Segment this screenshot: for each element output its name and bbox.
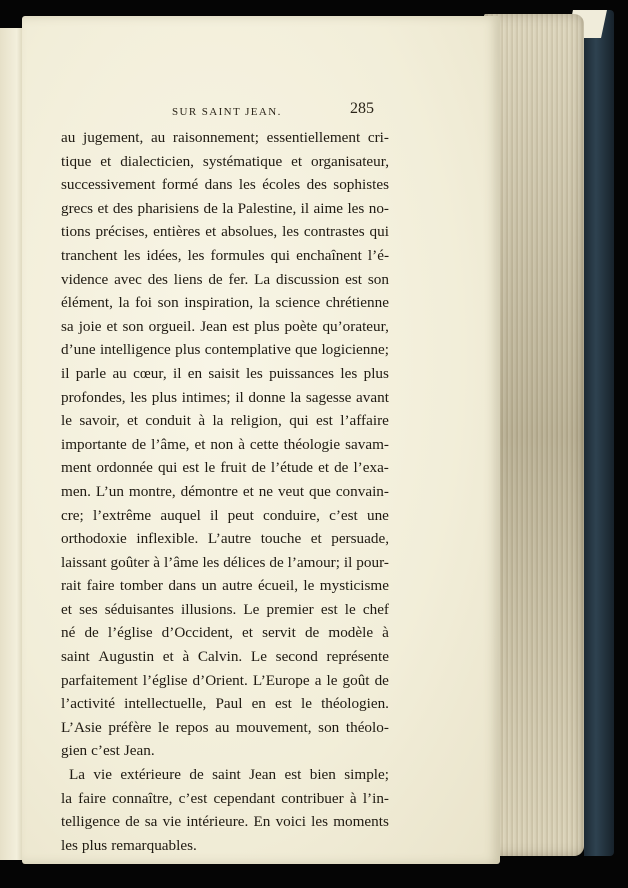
text-line: orthodoxie inflexible. L’autre touche et persuade, (61, 530, 389, 548)
text-line: gien c’est Jean. (61, 742, 155, 760)
paragraph (61, 763, 389, 857)
text-line: le savoir, et conduit à la religion, qui est l’affaire (61, 412, 389, 430)
text-line: élément, la foi son inspiration, la science chrétienne (61, 294, 389, 312)
text-line: grecs et des pharisiens de la Palestine, il aime les no- (61, 199, 389, 217)
text-line: sa joie et son orgueil. Jean est plus poète qu’orateur, (61, 317, 389, 335)
text-line: successivement formé dans les écoles des sophistes (61, 176, 389, 194)
text-line: vidence avec des liens de fer. La discussion est son (61, 270, 389, 288)
text-line: telligence de sa vie intérieure. En voici les moments (61, 813, 389, 831)
text-line: men. L’un montre, démontre et ne veut que convain- (61, 482, 389, 500)
page-body-text (61, 126, 389, 857)
text-line: au jugement, au raisonnement; essentiellement cri- (61, 129, 389, 146)
text-line: rait faire tomber dans un autre écueil, le mysticisme (61, 577, 389, 595)
text-line: tranchent les idées, les formules qui enchaînent l’é- (61, 246, 389, 264)
paragraph (61, 126, 389, 763)
text-line: l’activité intellectuelle, Paul en est le théologien. (61, 695, 389, 713)
text-line: d’une intelligence plus contemplative que logicienne; (61, 341, 389, 359)
running-title: SUR SAINT JEAN. (172, 106, 282, 118)
text-line: saint Augustin et à Calvin. Le second représente (61, 648, 389, 666)
text-line: cre; l’extrême auquel il peut conduire, c’est une (61, 506, 389, 524)
text-line: ment ordonnée qui est le fruit de l’étude et de l’exa- (61, 459, 389, 477)
text-line: profondes, les plus intimes; il donne la sagesse avant (61, 388, 389, 406)
text-line: la faire connaître, c’est cependant contribuer à l’in- (61, 789, 389, 807)
text-line: il parle au cœur, il en saisit les puissances les plus (61, 364, 389, 382)
text-line: La vie extérieure de saint Jean est bien simple; (69, 766, 389, 784)
text-line: tions précises, entières et absolues, les contrastes qui (61, 223, 389, 241)
text-line: les plus remarquables. (61, 836, 197, 854)
text-line: tique et dialecticien, systématique et organisateur, (61, 152, 389, 170)
text-line: L’Asie préfère le repos au mouvement, son théolo- (61, 718, 389, 736)
text-line: et ses séduisantes illusions. Le premier est le chef (61, 600, 389, 618)
text-line: importante de l’âme, et non à cette théologie savam- (61, 435, 389, 453)
text-line: laissant goûter à l’âme les délices de l’amour; il pour- (61, 553, 389, 571)
text-line: né de l’église d’Occident, et servit de modèle à (61, 624, 389, 642)
book-cover (584, 10, 614, 856)
text-line: parfaitement l’église d’Orient. L’Europe a le goût de (61, 671, 389, 689)
page-number: 285 (350, 100, 374, 117)
